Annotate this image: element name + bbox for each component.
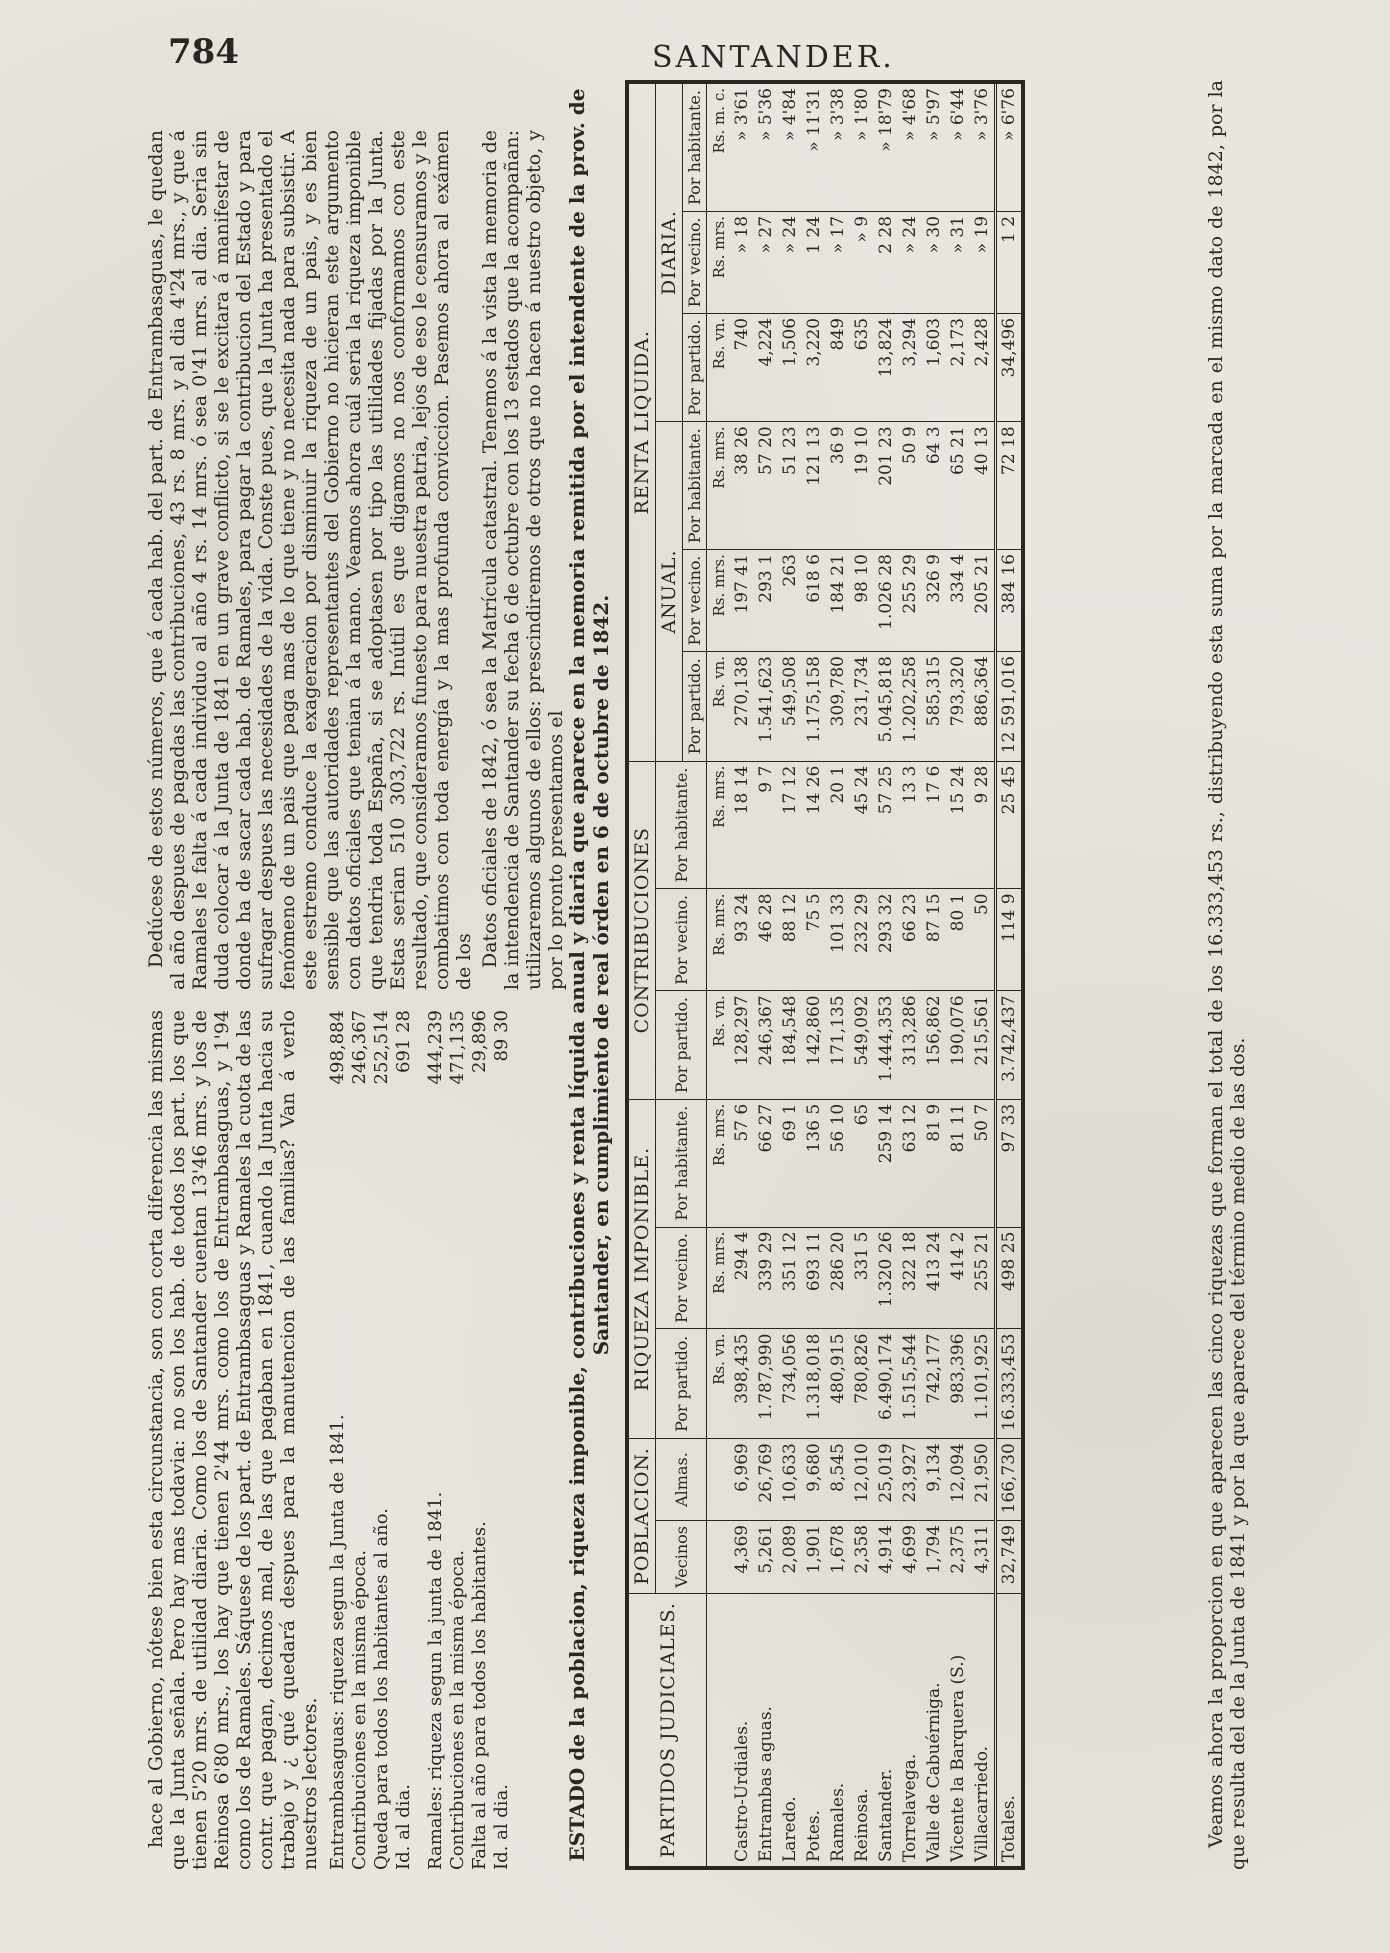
calc-group-entrambasaguas (327, 1010, 415, 1870)
table-cell: 128,297 (730, 991, 754, 1099)
table-cell: 69 1 (778, 1099, 802, 1227)
header-por-vecino: Por vecino. (656, 1227, 707, 1329)
calc-row (327, 1010, 349, 1870)
header-anual: ANUAL. (656, 422, 683, 761)
units-cell: Rs. mrs. (707, 1099, 731, 1227)
table-cell: 3,294 (898, 313, 922, 421)
table-cell: 2,089 (778, 1520, 802, 1593)
calc-label: Id. al dia. (393, 1783, 414, 1870)
table-cell: » 18 (730, 211, 754, 313)
header-renta: RENTA LIQUIDA. (627, 82, 656, 761)
table-cell: 65 21 (946, 422, 970, 550)
table-cell: 331 5 (850, 1227, 874, 1329)
table-cell: 17 12 (778, 761, 802, 889)
table-cell: 10,633 (778, 1439, 802, 1521)
calc-value: 471,135 (447, 1010, 468, 1085)
table-cell: 142,860 (802, 991, 826, 1099)
header-por-habitante: Por habitante. (683, 82, 707, 211)
table-cell: 232 29 (850, 889, 874, 991)
statistics-table (625, 80, 1025, 1870)
table-cell: 1,901 (802, 1520, 826, 1593)
table-cell: 4,699 (898, 1520, 922, 1593)
table-cell: 635 (850, 313, 874, 421)
table-cell: 983,396 (946, 1329, 970, 1439)
partido-name-cell: Torrelavega. (898, 1593, 922, 1868)
calc-value: 498,884 (327, 1010, 348, 1085)
table-cell: 93 24 (730, 889, 754, 991)
table-cell: 197 41 (730, 550, 754, 652)
table-cell: 80 1 (946, 889, 970, 991)
partido-name-cell: Laredo. (778, 1593, 802, 1868)
table-cell: 15 24 (946, 761, 970, 889)
table-cell: 87 15 (922, 889, 946, 991)
table-cell: 97 33 (996, 1099, 1024, 1227)
header-por-vecino: Por vecino. (656, 889, 707, 991)
table-cell: 25 45 (996, 761, 1024, 889)
header-almas: Almas. (656, 1439, 707, 1521)
calc-label: Ramales: riqueza segun la junta de 1841. (425, 1491, 446, 1870)
table-cell: » 30 (922, 211, 946, 313)
calc-row (349, 1010, 371, 1870)
table-cell: » 3'38 (826, 82, 850, 211)
footer-paragraph: Veamos ahora la proporcion en que aparecen las cinco riquezas que forman el total de los 16.333,453 rs., distribuyendo esta suma por la marcada en el mismo dato de 1842, por la que resulta del de la Junta de 1841 y por la que aparece del término medio de las dos. (1205, 80, 1249, 1870)
calc-label: Entrambasaguas: riqueza segun la Junta de 1841. (327, 1414, 348, 1870)
table-cell: 51 23 (778, 422, 802, 550)
table-title: ESTADO de la poblacion, riqueza imponible, contribuciones y renta líquida anual y diaria que aparece en la memoria remitida por el intendente de la prov. de Santander, en cumplimiento de real órden en 6 de octubre de 1842. (565, 88, 613, 1862)
header-diaria: DIARIA. (656, 82, 683, 422)
table-cell: 6,969 (730, 1439, 754, 1521)
units-cell (707, 1439, 731, 1521)
table-cell: 398,435 (730, 1329, 754, 1439)
table-cell: 294 4 (730, 1227, 754, 1329)
table-cell: 4,914 (874, 1520, 898, 1593)
header-por-habitante: Por habitante. (656, 1099, 707, 1227)
table-row (754, 82, 778, 1868)
table-cell: 1.515,544 (898, 1329, 922, 1439)
table-cell: 9 7 (754, 761, 778, 889)
table-cell: 81 9 (922, 1099, 946, 1227)
table-cell: 5.045,818 (874, 652, 898, 762)
header-poblacion: POBLACION. (627, 1439, 656, 1594)
calc-row (393, 1010, 415, 1870)
header-por-partido: Por partido. (656, 991, 707, 1099)
table-row (730, 82, 754, 1868)
calc-row (469, 1010, 491, 1870)
table-cell: 4,311 (970, 1520, 996, 1593)
table-cell: 215,561 (970, 991, 996, 1099)
table-cell: 14 26 (802, 761, 826, 889)
total-row (996, 82, 1024, 1868)
table-cell: » 19 (970, 211, 996, 313)
partido-name-cell: Reinosa. (850, 1593, 874, 1868)
table-cell: 1 2 (996, 211, 1024, 313)
table-cell: » 6'44 (946, 82, 970, 211)
table-cell: » 6'76 (996, 82, 1024, 211)
table-cell: 65 (850, 1099, 874, 1227)
calculation-block (327, 1010, 513, 1870)
table-cell: 56 10 (826, 1099, 850, 1227)
table-cell: 1.320 26 (874, 1227, 898, 1329)
page-number: 784 (168, 32, 239, 72)
table-cell: 1,603 (922, 313, 946, 421)
table-cell: 50 9 (898, 422, 922, 550)
table-cell: 50 7 (970, 1099, 996, 1227)
table-cell: 171,135 (826, 991, 850, 1099)
table-cell: 63 12 (898, 1099, 922, 1227)
table-cell: 9,134 (922, 1439, 946, 1521)
table-cell: 12 591,016 (996, 652, 1024, 762)
table-cell: » 31 (946, 211, 970, 313)
table-cell: 1.541,623 (754, 652, 778, 762)
table-cell: 21,950 (970, 1439, 996, 1521)
table-cell: 2 28 (874, 211, 898, 313)
table-cell: 742,177 (922, 1329, 946, 1439)
table-row (778, 82, 802, 1868)
table-cell: 9,680 (802, 1439, 826, 1521)
table-cell: 9 28 (970, 761, 996, 889)
table-cell: 184 21 (826, 550, 850, 652)
table-cell: 19 10 (850, 422, 874, 550)
table-cell: » 17 (826, 211, 850, 313)
table-cell: 2,428 (970, 313, 996, 421)
calc-row (491, 1010, 513, 1870)
table-cell: 201 23 (874, 422, 898, 550)
rotated-content (145, 80, 1295, 1870)
table-cell: 618 6 (802, 550, 826, 652)
table-cell: 693 11 (802, 1227, 826, 1329)
table-cell: 734,056 (778, 1329, 802, 1439)
table-cell: 50 (970, 889, 996, 991)
table-cell: 184,548 (778, 991, 802, 1099)
table-cell: » 5'36 (754, 82, 778, 211)
header-por-partido: Por partido. (656, 1329, 707, 1439)
table-cell: 88 12 (778, 889, 802, 991)
units-cell: Rs. vn. (707, 991, 731, 1099)
calc-label: Falta al año para todos los habitantes. (469, 1521, 490, 1870)
table-cell: » 9 (850, 211, 874, 313)
table-cell: 1.787,990 (754, 1329, 778, 1439)
table-cell: 339 29 (754, 1227, 778, 1329)
table-cell: 259 14 (874, 1099, 898, 1227)
partido-name-cell: Castro-Urdiales. (730, 1593, 754, 1868)
table-cell: 384 16 (996, 550, 1024, 652)
table-cell: 75 5 (802, 889, 826, 991)
table-cell: 1 24 (802, 211, 826, 313)
table-cell: 849 (826, 313, 850, 421)
partido-name-cell: Potes. (802, 1593, 826, 1868)
table-cell: 114 9 (996, 889, 1024, 991)
units-cell: Rs. mrs. (707, 761, 731, 889)
units-cell: Rs. mrs. (707, 422, 731, 550)
table-cell: 322 18 (898, 1227, 922, 1329)
table-cell: 4,224 (754, 313, 778, 421)
table-cell: 286 20 (826, 1227, 850, 1329)
table-cell: 293 32 (874, 889, 898, 991)
table-cell: 309,780 (826, 652, 850, 762)
calc-label: Contribuciones en la misma época. (349, 1549, 370, 1870)
table-cell: 136 5 (802, 1099, 826, 1227)
right-text-column (145, 130, 571, 990)
table-cell: » 4'68 (898, 82, 922, 211)
table-cell: 46 28 (754, 889, 778, 991)
table-cell: 780,826 (850, 1329, 874, 1439)
table-cell: 549,508 (778, 652, 802, 762)
table-cell: 57 20 (754, 422, 778, 550)
table-cell: » 3'61 (730, 82, 754, 211)
table-cell: 498 25 (996, 1227, 1024, 1329)
table-cell: 101 33 (826, 889, 850, 991)
table-row (922, 82, 946, 1868)
table-cell: » 11'31 (802, 82, 826, 211)
table-cell: 26,769 (754, 1439, 778, 1521)
table-cell: 480,915 (826, 1329, 850, 1439)
table-cell: » 24 (778, 211, 802, 313)
table-cell: 1.026 28 (874, 550, 898, 652)
units-cell: Rs. m. c. (707, 82, 731, 211)
table-cell: 32,749 (996, 1520, 1024, 1593)
table-cell: 20 1 (826, 761, 850, 889)
table-cell: 18 14 (730, 761, 754, 889)
table-cell: 413 24 (922, 1227, 946, 1329)
calc-label: Contribuciones en la misma época. (447, 1549, 468, 1870)
table-cell: 270,138 (730, 652, 754, 762)
table-cell: 1.202,258 (898, 652, 922, 762)
table-cell: 2,375 (946, 1520, 970, 1593)
units-cell: Rs. vn. (707, 313, 731, 421)
partido-name-cell: Valle de Cabuérniga. (922, 1593, 946, 1868)
table-cell: 17 6 (922, 761, 946, 889)
table-cell: 3,220 (802, 313, 826, 421)
right-paragraph-2: Datos oficiales de 1842, ó sea la Matrícula catastral. Tenemos á la vista la memoria de la intendencia de Santander su fecha 6 de octubre con los 13 estados que la acompañan: utilizaremos algunos de ellos: prescindiremos de otros que no hacen á nuestro objeto, y por lo pronto presentamos el (479, 130, 567, 990)
table-cell: 34,496 (996, 313, 1024, 421)
table-cell: 45 24 (850, 761, 874, 889)
header-por-habitante: Por habitante. (656, 761, 707, 889)
calc-label: Queda para todos los habitantes al año. (371, 1507, 392, 1870)
table-body (707, 82, 1024, 1868)
units-cell (707, 1593, 731, 1868)
units-cell: Rs. vn. (707, 652, 731, 762)
table-cell: 66 27 (754, 1099, 778, 1227)
table-cell: 549,092 (850, 991, 874, 1099)
running-head: SANTANDER. (652, 40, 895, 75)
table-row (970, 82, 996, 1868)
table-cell: 263 (778, 550, 802, 652)
partido-name-cell: Santander. (874, 1593, 898, 1868)
right-paragraph-1: Dedúcese de estos números, que á cada hab. del part. de Entrambasaguas, le quedan al año despues de pagadas las contribuciones, 43 rs. 8 mrs. y al dia 4'24 mrs., y que á Ramales le falta á cada individuo al año 4 rs. 14 mrs. ó sea 0'41 mrs. al dia. Seria sin duda colocar á la Junta de 1841 en un grave conflicto, si se le excitara á manifestar de donde ha de sacar cada hab. de Ramales, para pagar la contribucion del Estado y para sufragar despues las necesidades de la vida. Conste pues, que la Junta ha presentado el fenómeno de un pais que paga mas de lo que tiene y no necesita nada para subsistir. A este estremo conduce la exageracion por disminuir la riqueza de un pais, y es bien sensible que las autoridades representantes del Gobierno no hicieran este argumento con datos oficiales que tenian á la mano. Veamos ahora cuál seria la riqueza imponible que tendria toda España, si se adoptasen por tipo las utilidades fijadas por la Junta. Estas serian 510 303,722 rs. Inútil es que digamos no nos conformamos con este resultado, que consideramos funesto para nuestra patria, lejos de eso le censuramos y le combatimos con toda energía y la mas profunda conviccion. Pasemos ahora al exámen de los (145, 130, 475, 990)
table-cell: 205 21 (970, 550, 996, 652)
table-cell: 25,019 (874, 1439, 898, 1521)
table-cell: » 18'79 (874, 82, 898, 211)
table-cell: 13 3 (898, 761, 922, 889)
table-cell: 12,010 (850, 1439, 874, 1521)
table-cell: 3.742,437 (996, 991, 1024, 1099)
calc-group-ramales (425, 1010, 513, 1870)
table-cell: 121 13 (802, 422, 826, 550)
table-cell: 72 18 (996, 422, 1024, 550)
header-contribuciones: CONTRIBUCIONES (627, 761, 656, 1099)
table-cell: 1.318,018 (802, 1329, 826, 1439)
table-cell: 2,358 (850, 1520, 874, 1593)
calc-label: Id. al dia. (491, 1783, 512, 1870)
units-cell: Rs. mrs. (707, 550, 731, 652)
table-cell: 351 12 (778, 1227, 802, 1329)
table-cell: 4,369 (730, 1520, 754, 1593)
table-cell: 57 25 (874, 761, 898, 889)
units-cell: Rs. mrs. (707, 1227, 731, 1329)
header-partidos: PARTIDOS JUDICIALES. (627, 1593, 707, 1868)
partido-name-cell: Vicente la Barquera (S.) (946, 1593, 970, 1868)
table-cell: 156,862 (922, 991, 946, 1099)
table-cell: 2,173 (946, 313, 970, 421)
table-cell: » 5'97 (922, 82, 946, 211)
calc-row (371, 1010, 393, 1870)
table-row (802, 82, 826, 1868)
units-row (707, 82, 731, 1868)
table-cell: 1,678 (826, 1520, 850, 1593)
table-cell: 293 1 (754, 550, 778, 652)
header-por-partido: Por partido. (683, 652, 707, 762)
table-cell: » 27 (754, 211, 778, 313)
partido-name-cell: Totales. (996, 1593, 1024, 1868)
table-cell: 13,824 (874, 313, 898, 421)
partido-name-cell: Ramales. (826, 1593, 850, 1868)
table-cell: 5,261 (754, 1520, 778, 1593)
table-row (874, 82, 898, 1868)
calc-value: 246,367 (349, 1010, 370, 1085)
header-por-vecino: Por vecino. (683, 211, 707, 313)
table-cell: 23,927 (898, 1439, 922, 1521)
table-cell: 190,076 (946, 991, 970, 1099)
table-cell: 313,286 (898, 991, 922, 1099)
table-cell: 57 6 (730, 1099, 754, 1227)
table-cell: 38 26 (730, 422, 754, 550)
calc-value: 691 28 (393, 1010, 414, 1073)
partido-name-cell: Entrambas aguas. (754, 1593, 778, 1868)
units-cell: Rs. vn. (707, 1329, 731, 1439)
calc-value: 252,514 (371, 1010, 392, 1085)
table-cell: 1.175,158 (802, 652, 826, 762)
table-cell: 12,094 (946, 1439, 970, 1521)
table-cell: 1,794 (922, 1520, 946, 1593)
table-cell: 246,367 (754, 991, 778, 1099)
table-cell: 334 4 (946, 550, 970, 652)
table-cell: 81 11 (946, 1099, 970, 1227)
table-cell: » 4'84 (778, 82, 802, 211)
table-cell: 231,734 (850, 652, 874, 762)
units-cell (707, 1520, 731, 1593)
calc-value: 89 30 (491, 1010, 512, 1062)
table-cell: » 1'80 (850, 82, 874, 211)
header-por-vecino: Por vecino. (683, 550, 707, 652)
calc-row (447, 1010, 469, 1870)
table-cell: 8,545 (826, 1439, 850, 1521)
table-cell: 36 9 (826, 422, 850, 550)
table-cell: 16.333,453 (996, 1329, 1024, 1439)
header-por-habitante: Por habitante. (683, 422, 707, 550)
table-cell: 166,730 (996, 1439, 1024, 1521)
header-por-partido: Por partido. (683, 313, 707, 421)
table-cell: 414 2 (946, 1227, 970, 1329)
table-cell: 886,364 (970, 652, 996, 762)
table-cell: 585,315 (922, 652, 946, 762)
table-row (826, 82, 850, 1868)
units-cell: Rs. mrs. (707, 211, 731, 313)
table-cell: 64 3 (922, 422, 946, 550)
table-cell: 1,506 (778, 313, 802, 421)
table-cell: 66 23 (898, 889, 922, 991)
table-cell: 255 29 (898, 550, 922, 652)
table-cell: 98 10 (850, 550, 874, 652)
table-cell: 740 (730, 313, 754, 421)
table-cell: 255 21 (970, 1227, 996, 1329)
table-cell: 1.444,353 (874, 991, 898, 1099)
partido-name-cell: Villacarriedo. (970, 1593, 996, 1868)
table-cell: » 24 (898, 211, 922, 313)
units-cell: Rs. mrs. (707, 889, 731, 991)
table-cell: 326 9 (922, 550, 946, 652)
table-row (850, 82, 874, 1868)
table-row (898, 82, 922, 1868)
table-cell: » 3'76 (970, 82, 996, 211)
table-row (946, 82, 970, 1868)
left-paragraph: hace al Gobierno, nótese bien esta circunstancia, son con corta diferencia las mismas que la Junta señala. Pero hay mas todavia: no son los hab. de todos los part. los que tienen 5'20 mrs. de utilidad diaria. Como los de Santander cuentan 13'46 mrs. y los de Reinosa 6'80 mrs., los hay que tienen 2'44 mrs. como los de Entrambasaguas, y 1'94 como los de Ramales. Sáquese de los part. de Entrambasaguas y Ramales la cuota de las contr. que pagan, decimos mal, de las que pagaban en 1841, cuando la Junta hacia su trabajo y ¿ qué quedará despues para la manutencion de las familias? Van á verlo nuestros lectores. (145, 1010, 321, 1870)
table-cell: 1.101,925 (970, 1329, 996, 1439)
left-text-column (145, 1010, 523, 1870)
calc-value: 29,896 (469, 1010, 490, 1073)
table-cell: 40 13 (970, 422, 996, 550)
calc-value: 444,239 (425, 1010, 446, 1085)
table-cell: 793,320 (946, 652, 970, 762)
header-riqueza: RIQUEZA IMPONIBLE. (627, 1099, 656, 1438)
table-cell: 6.490,174 (874, 1329, 898, 1439)
calc-row (425, 1010, 447, 1870)
header-vecinos: Vecinos (656, 1520, 707, 1593)
